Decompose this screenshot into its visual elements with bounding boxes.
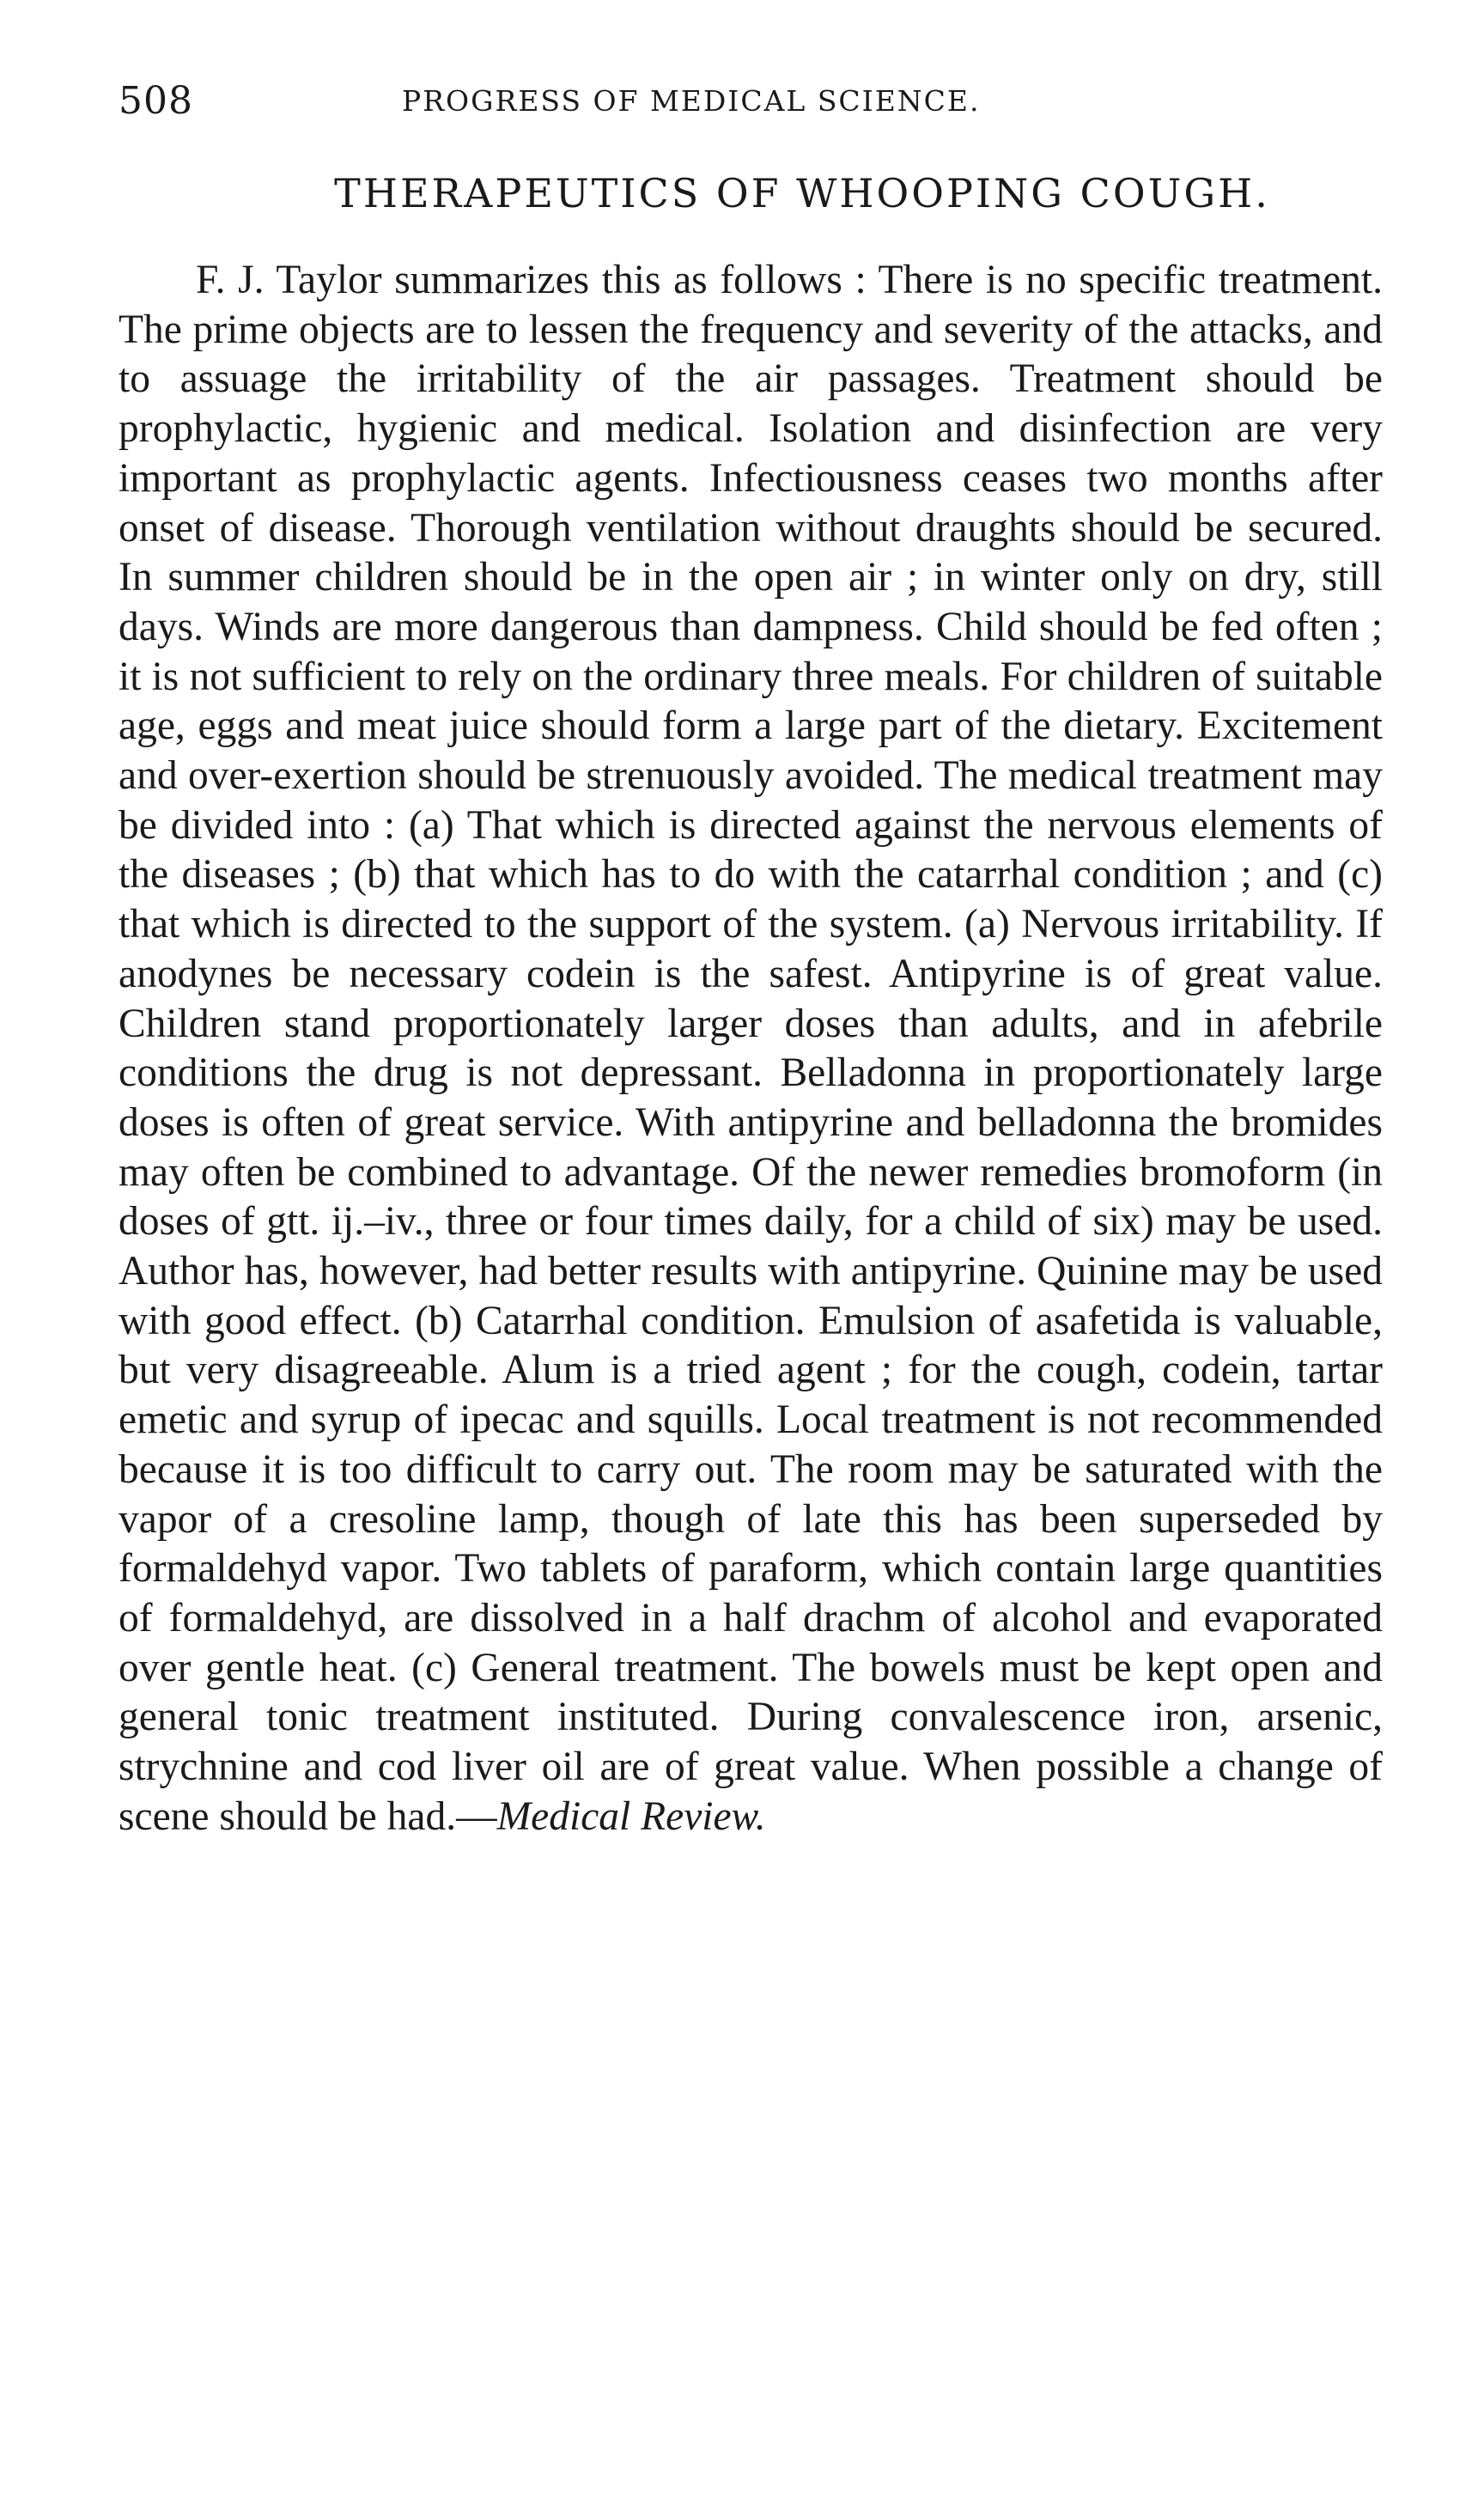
running-head [119, 79, 1383, 131]
running-title: PROGRESS OF MEDICAL SCIENCE. [402, 84, 981, 118]
source-citation: Medical Review. [496, 1793, 766, 1839]
article-body-text: F. J. Taylor summarizes this as follows : There is no specific treatment. The prime objects are to lessen the frequency and severity of the attacks, and to assuage the irritability of the air passages. Treatment should be prophylactic, hygienic and medical. Isolation and disinfection are very important as prophylactic agents. Infectiousness ceases two months after onset of disease. Thorough ventilation without draughts should be secured. In summer children should be in the open air ; in winter only on dry, still days. Winds are more dangerous than dampness. Child should be fed often ; it is not sufficient to rely on the ordinary three meals. For children of suitable age, eggs and meat juice should form a large part of the dietary. Excitement and over-exertion should be strenuously avoided. The medical treatment may be divided into : (a) That which is directed against the nervous elements of the diseases ; (b) that which has to do with the catarrhal condition ; and (c) that which is directed to the support of the system. (a) Nervous irritability. If anodynes be necessary codein is the safest. Antipyrine is of great value. Children stand proportionately larger doses than adults, and in afebrile conditions the drug is not depressant. Belladonna in proportionately large doses is often of great service. With antipyrine and belladonna the bromides may often be combined to advantage. Of the newer remedies bromoform (in doses of gtt. ij.–iv., three or four times daily, for a child of six) may be used. Author has, however, had better results with antipyrine. Quinine may be used with good effect. (b) Catarrhal condition. Emulsion of asafetida is valuable, but very disagreeable. Alum is a tried agent ; for the cough, codein, tartar emetic and syrup of ipecac and squills. Local treatment is not recommended because it is too difficult to carry out. The room may be saturated with the vapor of a cresoline lamp, though of late this has been superseded by formaldehyd vapor. Two tablets of paraform, which contain large quantities of formaldehyd, are dissolved in a half drachm of alcohol and evaporated over gentle heat. (c) General treatment. The bowels must be kept open and general tonic treatment instituted. During convalescence iron, arsenic, strychnine and cod liver oil are of great value. When possible a change of scene should be had.— [119, 258, 1383, 1839]
article-title: THERAPEUTICS OF WHOOPING COUGH. [334, 170, 1270, 216]
book-page [119, 79, 1383, 1842]
page-number: 508 [119, 79, 193, 123]
article-body [119, 256, 1383, 1842]
